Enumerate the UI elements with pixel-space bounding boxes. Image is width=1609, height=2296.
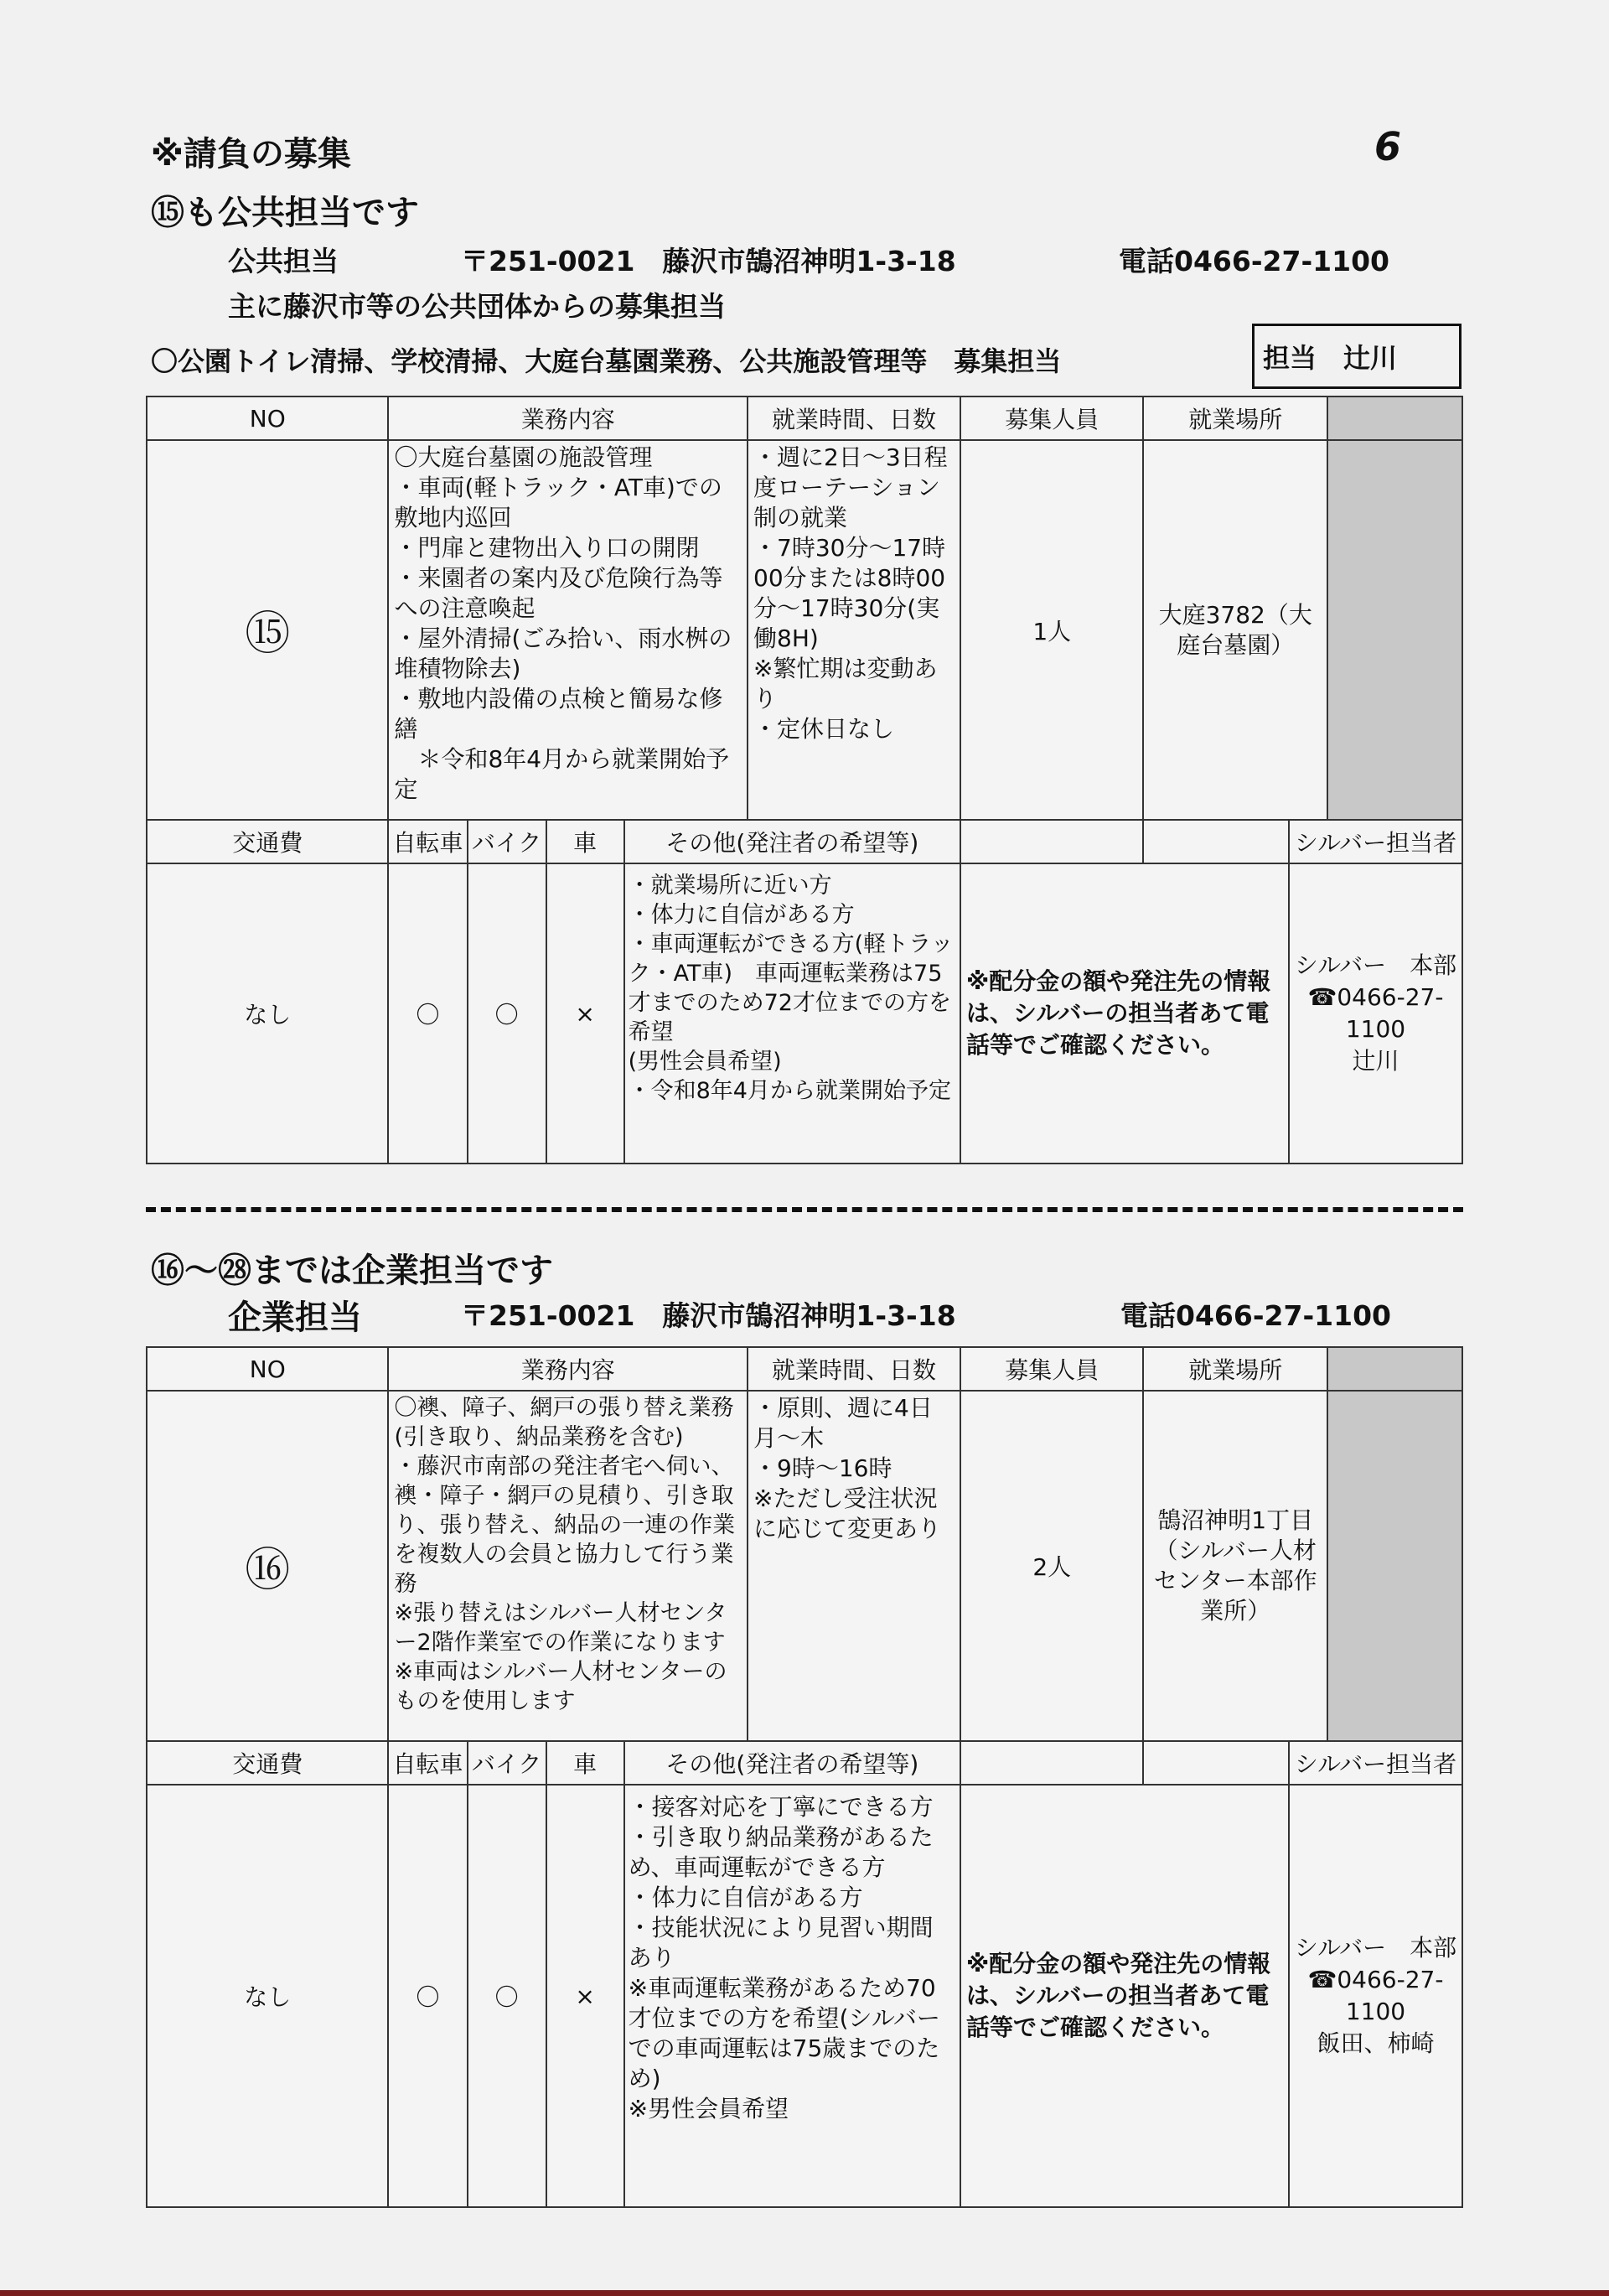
list-item: ・令和8年4月から就業開始予定 (628, 1078, 951, 1104)
scan-edge (0, 2290, 1609, 2296)
list-item: ・7時30分～17時00分または8時00分～17時30分(実働8H) (753, 534, 946, 652)
header-people: 募集人員 (960, 1347, 1143, 1391)
list-item: ※男性会員希望 (628, 2095, 789, 2122)
shaded-header-cell (1327, 396, 1462, 440)
header-people: 募集人員 (960, 396, 1143, 440)
list-item: ・技能状況により見習い期間あり (628, 1914, 934, 1972)
list-item: ・9時～16時 (753, 1454, 892, 1482)
staff-name: 飯田、柿崎 (1317, 2029, 1435, 2057)
work-hours (748, 1391, 960, 1741)
contact-note: ※配分金の額や発注先の情報は、シルバーの担当者あて電話等でご確認ください。 (960, 863, 1289, 1164)
public-intro: ⑮も公共担当です (151, 194, 419, 232)
list-item: ・引き取り納品業務があるため、車両運転ができる方 (628, 1823, 934, 1881)
header-other: その他(発注者の希望等) (624, 820, 960, 863)
corporate-dept: 企業担当 (228, 1298, 362, 1337)
public-description: 主に藤沢市等の公共団体からの募集担当 (228, 290, 726, 323)
list-item: ・週に2日～3日程度ローテーション制の就業 (753, 443, 948, 531)
public-category: 〇公園トイレ清掃、学校清掃、大庭台墓園業務、公共施設管理等 募集担当 (151, 345, 1062, 377)
list-item: ・敷地内設備の点検と簡易な修繕 (394, 685, 723, 743)
work-content (388, 1391, 748, 1741)
header-place: 就業場所 (1143, 1347, 1327, 1391)
car-value: × (546, 863, 624, 1164)
list-item: ・車両(軽トラック・AT車)での敷地内巡回 (394, 474, 722, 531)
public-dept: 公共担当 (228, 245, 339, 277)
staff-name: 辻川 (1352, 1047, 1399, 1075)
list-item: 〇大庭台墓園の施設管理 (394, 443, 653, 471)
list-item: ＊令和8年4月から就業開始予定 (394, 745, 730, 803)
section-divider (146, 1207, 1463, 1212)
list-item: ・就業場所に近い方 (628, 873, 832, 899)
header-no: NO (147, 1347, 388, 1391)
corporate-intro: ⑯～㉘までは企業担当です (151, 1252, 553, 1290)
work-place: 大庭3782（大庭台墓園） (1143, 440, 1327, 820)
list-item: ※ただし受注状況に応じて変更あり (753, 1485, 942, 1542)
list-item: ・接客対応を丁寧にできる方 (628, 1793, 934, 1821)
transport-value: なし (147, 863, 388, 1164)
header-bike: バイク (468, 820, 546, 863)
page-number: 6 (1374, 124, 1402, 169)
header-place: 就業場所 (1143, 396, 1327, 440)
work-place: 鵠沼神明1丁目（シルバー人材センター本部作業所） (1143, 1391, 1327, 1741)
header-staff: シルバー担当者 (1289, 1741, 1462, 1785)
header-hours: 就業時間、日数 (748, 1347, 960, 1391)
header-work: 業務内容 (388, 1347, 748, 1391)
header-bike: バイク (468, 1741, 546, 1785)
list-item: ・屋外清掃(ごみ拾い、雨水桝の堆積物除去) (394, 625, 732, 682)
blank-header-cell (960, 820, 1143, 863)
page-heading: ※請負の募集 (151, 135, 351, 174)
list-item: 〇襖、障子、網戸の張り替え業務(引き取り、納品業務を含む) (394, 1395, 734, 1450)
staff-phone: ☎0466-27-1100 (1307, 1966, 1444, 2025)
blank-header-cell (960, 1741, 1143, 1785)
header-transport: 交通費 (147, 1741, 388, 1785)
staff-office: シルバー 本部 (1294, 951, 1457, 979)
list-item: ・定休日なし (753, 715, 895, 743)
staff-info (1289, 1785, 1462, 2207)
job-table-15 (146, 396, 1463, 1164)
header-hours: 就業時間、日数 (748, 396, 960, 440)
list-item: ・体力に自信がある方 (628, 1884, 863, 1911)
corporate-address: 〒251-0021 藤沢市鵠沼神明1-3-18 (461, 1299, 956, 1332)
public-contact: 担当 辻川 (1263, 342, 1398, 374)
list-item: ※繁忙期は変動あり (753, 655, 938, 713)
transport-value: なし (147, 1785, 388, 2207)
header-work: 業務内容 (388, 396, 748, 440)
list-item: ※張り替えはシルバー人材センター2階作業室での作業になります (394, 1600, 727, 1656)
shaded-header-cell (1327, 1347, 1462, 1391)
other-requirements (624, 1785, 960, 2207)
recruit-count: 1人 (960, 440, 1143, 820)
header-bicycle: 自転車 (388, 820, 467, 863)
header-other: その他(発注者の希望等) (624, 1741, 960, 1785)
shaded-cell (1327, 440, 1462, 820)
public-phone: 電話0466-27-1100 (1119, 245, 1390, 277)
header-transport: 交通費 (147, 820, 388, 863)
header-car: 車 (546, 1741, 624, 1785)
staff-office: シルバー 本部 (1294, 1934, 1457, 1962)
shaded-cell (1327, 1391, 1462, 1741)
other-requirements (624, 863, 960, 1164)
bike-value: 〇 (468, 1785, 546, 2207)
job-number: ⑮ (245, 607, 291, 660)
bicycle-value: 〇 (388, 1785, 467, 2207)
list-item: ・藤沢市南部の発注者宅へ伺い、襖・障子・網戸の見積り、引き取り、張り替え、納品の一連の作業を複数人の会員と協力して行う業務 (394, 1454, 736, 1597)
recruit-count: 2人 (960, 1391, 1143, 1741)
list-item: ※車両はシルバー人材センターのものを使用します (394, 1659, 727, 1714)
job-number-cell (147, 440, 388, 820)
work-hours (748, 440, 960, 820)
job-number-cell (147, 1391, 388, 1741)
blank-header-cell (1143, 1741, 1289, 1785)
list-item: ・車両運転ができる方(軽トラック・AT車) 車両運転業務は75才までのため72才位までの方を希望 (628, 931, 954, 1045)
list-item: ・体力に自信がある方 (628, 902, 855, 928)
list-item: ・門扉と建物出入り口の開閉 (394, 534, 700, 562)
bicycle-value: 〇 (388, 863, 467, 1164)
car-value: × (546, 1785, 624, 2207)
list-item: ・来園者の案内及び危険行為等への注意喚起 (394, 564, 723, 622)
job-number: ⑯ (245, 1542, 291, 1596)
staff-info (1289, 863, 1462, 1164)
list-item: ・原則、週に4日月～木 (753, 1394, 933, 1452)
list-item: ※車両運転業務があるため70才位までの方を希望(シルバーでの車両運転は75歳までのため) (628, 1974, 940, 2092)
header-no: NO (147, 396, 388, 440)
header-car: 車 (546, 820, 624, 863)
public-address: 〒251-0021 藤沢市鵠沼神明1-3-18 (461, 245, 956, 277)
header-bicycle: 自転車 (388, 1741, 467, 1785)
bike-value: 〇 (468, 863, 546, 1164)
public-contact-box (1252, 324, 1462, 389)
blank-header-cell (1143, 820, 1289, 863)
staff-phone: ☎0466-27-1100 (1307, 983, 1444, 1043)
corporate-phone: 電話0466-27-1100 (1120, 1299, 1392, 1332)
contact-note: ※配分金の額や発注先の情報は、シルバーの担当者あて電話等でご確認ください。 (960, 1785, 1289, 2207)
work-content (388, 440, 748, 820)
list-item: (男性会員希望) (628, 1049, 782, 1075)
job-table-16 (146, 1346, 1463, 2208)
header-staff: シルバー担当者 (1289, 820, 1462, 863)
